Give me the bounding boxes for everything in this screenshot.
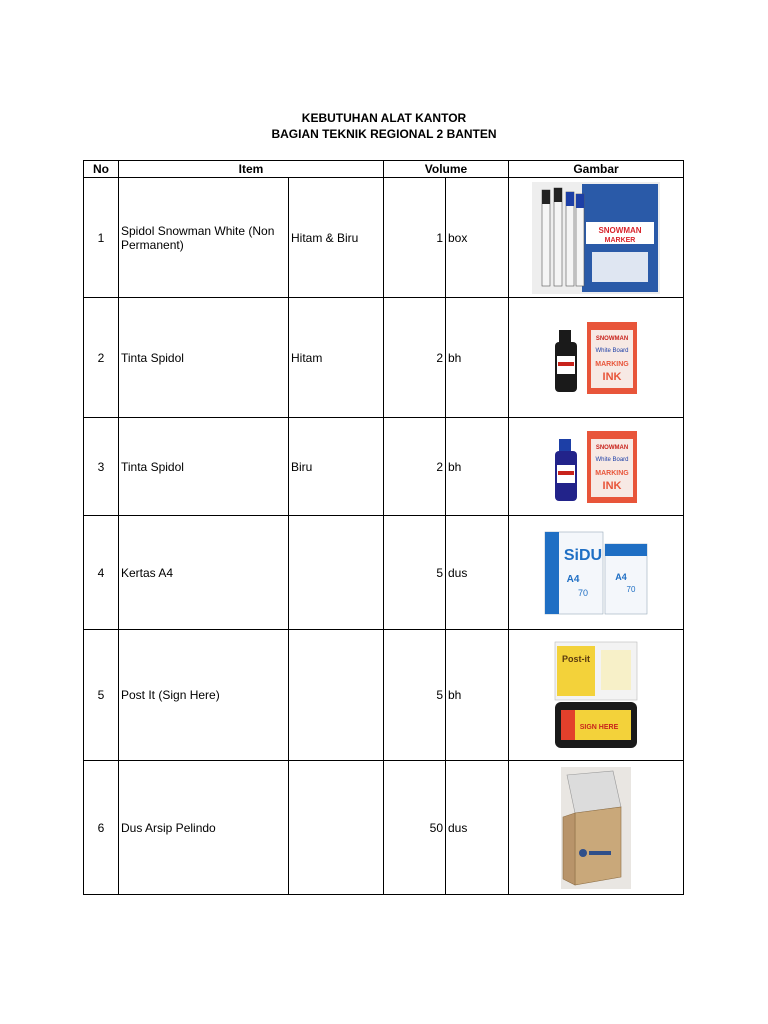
ink-line1-text: White Board (595, 456, 629, 463)
item-unit: box (446, 178, 509, 298)
document-title: KEBUTUHAN ALAT KANTOR (301, 111, 467, 125)
item-unit: dus (446, 516, 509, 630)
item-variant (289, 761, 384, 895)
item-quantity: 5 (384, 630, 446, 761)
ink-line1-text: White Board (595, 347, 629, 354)
item-variant (289, 630, 384, 761)
item-name: Post It (Sign Here) (119, 630, 289, 761)
item-quantity: 1 (384, 178, 446, 298)
paper-size-text-small: A4 (615, 571, 627, 582)
item-variant: Hitam & Biru (289, 178, 384, 298)
item-name: Spidol Snowman White (Non Permanent) (119, 178, 289, 298)
paper-weight-text: 70 (578, 587, 589, 598)
row-number: 4 (84, 516, 119, 630)
table-header-row (84, 161, 684, 178)
item-quantity: 50 (384, 761, 446, 895)
ink-line3-text: INK (602, 479, 622, 492)
row-number: 5 (84, 630, 119, 761)
archive-box-image (509, 761, 684, 895)
column-header-no: No (84, 161, 119, 178)
marker-word-text: MARKER (604, 236, 636, 244)
ink-line2-text: MARKING (595, 360, 629, 368)
table-row (84, 516, 684, 630)
item-variant: Hitam (289, 298, 384, 418)
table-row (84, 178, 684, 298)
paper-brand-text: SiDU (563, 546, 603, 564)
item-name: Kertas A4 (119, 516, 289, 630)
postit-flag-text: SIGN HERE (579, 724, 619, 731)
ink-line3-text: INK (602, 370, 622, 383)
post-it-flags-image (509, 630, 684, 761)
item-quantity: 2 (384, 298, 446, 418)
item-unit: bh (446, 630, 509, 761)
item-variant: Biru (289, 418, 384, 516)
paper-weight-text-small: 70 (626, 584, 636, 594)
black-marker-ink-image (509, 298, 684, 418)
item-unit: dus (446, 761, 509, 895)
paper-size-text: A4 (566, 573, 580, 585)
row-number: 2 (84, 298, 119, 418)
postit-brand-text: Post-it (562, 654, 591, 664)
item-variant (289, 516, 384, 630)
a4-paper-ream-image (509, 516, 684, 630)
marker-brand-text: SNOWMAN (598, 225, 642, 235)
document-subtitle: BAGIAN TEKNIK REGIONAL 2 BANTEN (271, 127, 497, 141)
blue-marker-ink-image (509, 418, 684, 516)
table-row (84, 630, 684, 761)
ink-brand-text: SNOWMAN (595, 335, 629, 342)
table-row (84, 298, 684, 418)
item-name: Tinta Spidol (119, 418, 289, 516)
supplies-table (83, 160, 684, 895)
column-header-volume: Volume (384, 161, 509, 178)
item-quantity: 5 (384, 516, 446, 630)
whiteboard-marker-box-image (509, 178, 684, 298)
ink-brand-text: SNOWMAN (595, 444, 629, 451)
table-row (84, 761, 684, 895)
item-unit: bh (446, 298, 509, 418)
item-name: Tinta Spidol (119, 298, 289, 418)
row-number: 3 (84, 418, 119, 516)
row-number: 1 (84, 178, 119, 298)
table-row (84, 418, 684, 516)
item-unit: bh (446, 418, 509, 516)
ink-line2-text: MARKING (595, 469, 629, 477)
column-header-item: Item (119, 161, 384, 178)
column-header-gambar: Gambar (509, 161, 684, 178)
item-quantity: 2 (384, 418, 446, 516)
row-number: 6 (84, 761, 119, 895)
item-name: Dus Arsip Pelindo (119, 761, 289, 895)
